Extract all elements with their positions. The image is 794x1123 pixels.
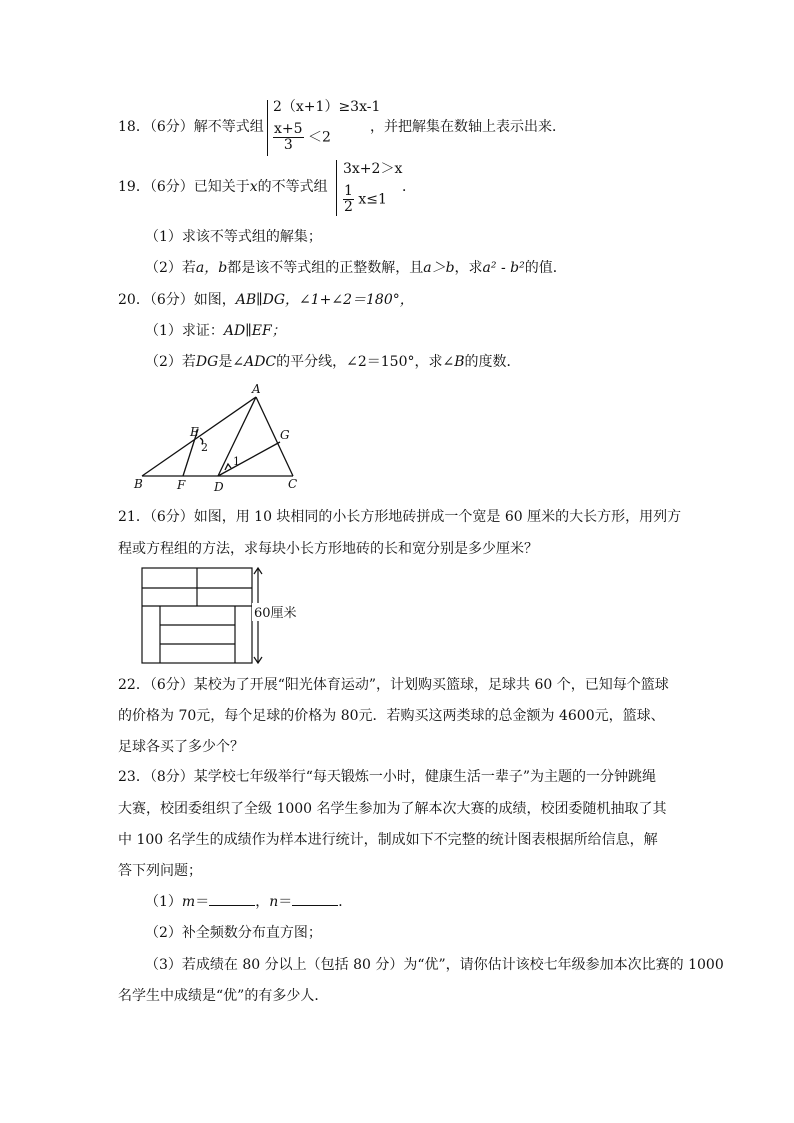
q22-line2: 的价格为 70元，每个足球的价格为 80元．若购买这两类球的总金额为 4600元，篮球、 [118,708,665,724]
dimension-label: 60厘米 [254,606,297,621]
q18-line2: $\frac{x+5}{3}$ ＜2 [274,121,331,153]
label-E: E [190,425,199,439]
q19-brace [336,160,337,216]
q23-line2: 大赛，校团委组织了全级 1000 名学生参加为了解本次大赛的成绩，校团委随机抽取了其 [118,801,667,817]
q22-line1: 22．（6分）某校为了开展“阳光体育运动”，计划购买篮球，足球共 60 个，已知每个篮球 [118,677,669,693]
label-D: D [214,480,224,494]
label-F: F [177,478,186,492]
q18-brace [267,100,268,156]
q18-tail: ，并把解集在数轴上表示出来． [370,119,566,135]
q19-fraction: $\frac{1}{2}$ [344,183,353,215]
label-B: B [134,477,143,491]
label-A: A [252,382,261,396]
q23-sub1: （1）m＝ ，n＝ ． [145,894,353,910]
q19-line2: $\frac{1}{2}$ x≤1 [344,183,387,215]
q23-sub3-line1: （3）若成绩在 80 分以上（包括 80 分）为“优”，请你估计该校七年级参加本次比赛的 1000 [145,957,724,973]
q22-line3: 足球各买了多少个？ [118,739,244,755]
q18-label: 18．（6分）解不等式组 [118,119,264,135]
q20-line1: 20．（6分）如图，AB∥DG，∠1+∠2＝180°， [118,292,414,308]
q23-sub3-line2: 名学生中成绩是“优”的有多少人． [118,988,329,1004]
q19-sub1: （1）求该不等式组的解集； [145,229,322,245]
q23-line1: 23．（8分）某学校七年级举行“每天锻炼一小时，健康生活一辈子”为主题的一分钟跳绳 [118,769,657,785]
q21-tile-figure [140,565,310,667]
label-angle-2: 2 [201,441,208,454]
q21-line1: 21．（6分）如图，用 10 块相同的小长方形地砖拼成一个宽是 60 厘米的大长方形，用列方 [118,509,682,525]
label-G: G [280,428,290,442]
label-C: C [288,477,298,491]
q20-geometry-figure [130,380,310,495]
answer-blank-n[interactable] [292,893,338,906]
q18-line1: 2（x+1）≥3x-1 [273,99,381,115]
q23-line3: 中 100 名学生的成绩作为样本进行统计，制成如下不完整的统计图表根据所给信息，解 [118,832,658,848]
q19-sub2: （2）若a，b都是该不等式组的正整数解，且a＞b，求a² - b²的值． [145,260,567,276]
label-angle-1: 1 [233,455,240,468]
line-DG [218,442,280,476]
q20-sub2: （2）若DG是∠ADC的平分线，∠2＝150°，求∠B的度数． [145,354,521,370]
q23-line4: 答下列问题； [118,863,202,879]
q19-line1: 3x+2＞x [343,161,403,177]
q18-fraction: $\frac{x+5}{3}$ [274,121,303,153]
q23-sub2: （2）补全频数分布直方图； [145,925,322,941]
q20-sub1: （1）求证：AD∥EF； [145,323,286,339]
q21-line2: 程或方程组的方法，求每块小长方形地砖的长和宽分别是多少厘米？ [118,541,538,557]
q19-tail: ． [402,179,416,195]
q19-label: 19．（6分）已知关于x的不等式组 [118,179,328,195]
answer-blank-m[interactable] [209,893,255,906]
